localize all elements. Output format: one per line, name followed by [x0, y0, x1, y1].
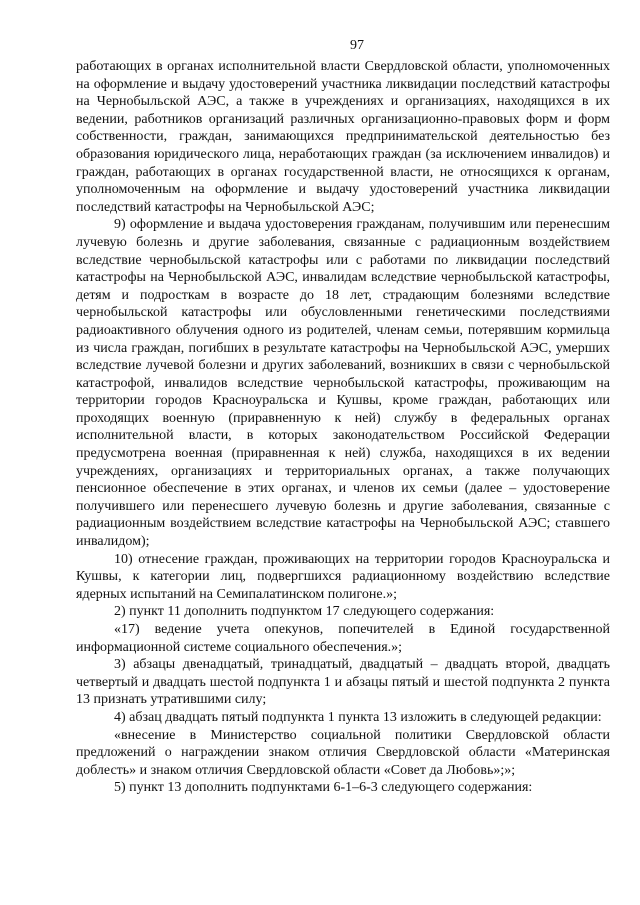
page-number: 97 — [350, 38, 364, 53]
paragraph-quoted-text: «внесение в Министерство социальной политики Свердловской области предложений о награждении знаком отличия Свердловской области «Материнская доблесть» и знаком отличия Свердловской области «Совет да Любовь»;»; — [76, 727, 610, 778]
document-body — [76, 58, 610, 797]
paragraph-continuation: работающих в органах исполнительной власти Свердловской области, уполномоченных на оформление и выдачу удостоверений участника ликвидации последствий катастрофы на Чернобыльской АЭС, а также в учреждениях и организациях, находящихся в их ведении, работников организаций различных организационно-правовых форм и форм собственности, граждан, занимающихся предпринимательской деятельностью без образования юридического лица, неработающих граждан (за исключением инвалидов) и граждан, работающих в органах государственной власти, не относящихся к органам, уполномоченным на оформление и выдачу удостоверений участника ликвидации последствий катастрофы на Чернобыльской АЭС; — [76, 59, 610, 215]
paragraph-amendment-4: 4) абзац двадцать пятый подпункта 1 пункта 13 изложить в следующей редакции: — [114, 709, 602, 725]
paragraph-amendment-5: 5) пункт 13 дополнить подпунктами 6-1–6-3 следующего содержания: — [114, 780, 533, 796]
paragraph-amendment-2: 2) пункт 11 дополнить подпунктом 17 следующего содержания: — [114, 604, 495, 620]
paragraph-item-10: 10) отнесение граждан, проживающих на территории городов Красноуральска и Кушвы, к категории лиц, подвергшихся радиационному воздействию вследствие ядерных испытаний на Семипалатинском полигоне.»; — [76, 551, 610, 602]
paragraph-item-17: «17) ведение учета опекунов, попечителей в Единой государственной информационной системе социального обеспечения.»; — [76, 622, 610, 655]
paragraph-item-9: 9) оформление и выдача удостоверения гражданам, получившим или перенесшим лучевую болезнь и другие заболевания, связанные с радиационным воздействием вследствие чернобыльской катастрофы или с работами по ликвидации последствий катастрофы на Чернобыльской АЭС, инвалидам вследствие чернобыльской катастрофы, детям и подросткам в возрасте до 18 лет, страдающим болезнями вследствие чернобыльской катастрофы или обусловленными генетическими последствиями радиоактивного облучения одного из родителей, членам семьи, потерявшим кормильца из числа граждан, погибших в результате катастрофы на Чернобыльской АЭС, умерших вследствие лучевой болезни и других заболеваний, возникших в связи с чернобыльской катастрофой, инвалидов вследствие чернобыльской катастрофы, проживающим на территории городов Красноуральска и Кушвы, кроме граждан, работающих или проходящих военную (приравненную к ней) службу в федеральных органах исполнительной власти, в которых законодательством Российской Федерации предусмотрена военная (приравненная к ней) служба, находящихся в их ведении учреждениях, организациях и территориальных органах, а также получающих пенсионное обеспечение в этих органах, и членов их семьи (далее – удостоверение получившего или перенесшего лучевую болезнь и другие заболевания, связанные с радиационным воздействием вследствие катастрофы на Чернобыльской АЭС; ставшего инвалидом); — [76, 217, 610, 550]
paragraph-amendment-3: 3) абзацы двенадцатый, тринадцатый, двадцатый – двадцать второй, двадцать четвертый и двадцать шестой подпункта 1 и абзацы пятый и шестой подпункта 2 пункта 13 признать утратившими силу; — [76, 657, 610, 708]
